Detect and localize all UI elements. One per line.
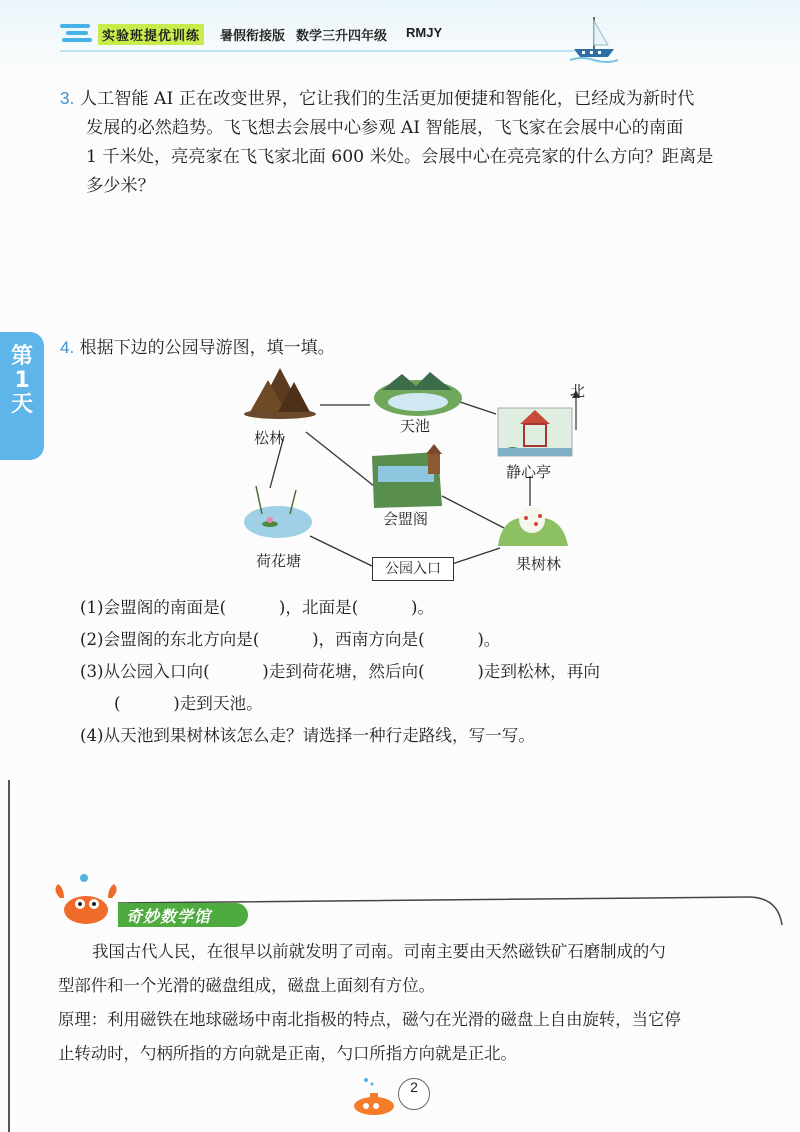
museum-title: 奇妙数学馆 — [126, 907, 212, 926]
huimeng-pavilion-icon — [372, 444, 442, 508]
museum-paragraph: 原理：利用磁铁在地球磁场中南北指极的特点，磁勺在光滑的磁盘上自由旋转，当它停 — [58, 1010, 681, 1029]
edition-label: 暑假衔接版 — [220, 29, 286, 44]
tianchi-label: 天池 — [400, 417, 431, 435]
sub-question-3: (3)从公园入口向( )走到荷花塘，然后向( )走到松林，再向 — [80, 662, 600, 681]
question-4 — [60, 333, 335, 358]
museum-paragraph: 型部件和一个光滑的磁盘组成，磁盘上面刻有方位。 — [58, 976, 435, 995]
crab-mascot-icon — [50, 870, 122, 930]
sub-question-1: (1)会盟阁的南面是( )，北面是( )。 — [80, 598, 435, 617]
day-tab-number: 1 — [14, 368, 30, 393]
pine-forest-icon — [244, 368, 316, 419]
park-entrance-label: 公园入口 — [372, 557, 454, 581]
path-tianchi-jingxin — [460, 402, 496, 414]
question-text-line: 1 千米处，亮亮家在飞飞家北面 600 米处。会展中心在亮亮家的什么方向？距离是 — [86, 147, 714, 167]
orchard-label: 果树林 — [516, 555, 562, 573]
day-tab-label — [0, 345, 44, 417]
question-text-line: 多少米？ — [86, 176, 155, 196]
series-logo-icon — [60, 22, 94, 44]
orchard-icon — [498, 507, 568, 546]
path-entrance-orchard — [452, 548, 500, 564]
sub-question-4: (4)从天池到果树林该怎么走？请选择一种行走路线，写一写。 — [80, 726, 535, 745]
sub-question-3-cont: ( )走到天池。 — [114, 694, 263, 713]
huimeng-pavilion-label: 会盟阁 — [383, 510, 429, 528]
question-text-line: 发展的必然趋势。飞飞想去会展中心参观 AI 智能展，飞飞家在会展中心的南面 — [86, 118, 684, 138]
path-huimeng-orchard — [442, 496, 504, 528]
tianchi-lake-icon — [374, 372, 462, 416]
sub-question-2: (2)会盟阁的东北方向是( )，西南方向是( )。 — [80, 630, 501, 649]
day-tab-char: 天 — [10, 392, 33, 417]
day-tab-char: 第 — [10, 344, 33, 369]
subject-label: 数学三升四年级 — [296, 29, 388, 44]
museum-paragraph: 我国古代人民，在很早以前就发明了司南。司南主要由天然磁铁矿石磨制成的勺 — [92, 942, 666, 961]
pine-forest-label: 松林 — [254, 429, 285, 447]
question-number: 3. — [60, 88, 75, 108]
question-text: 根据下边的公园导游图，填一填。 — [79, 338, 335, 358]
header-divider — [60, 50, 580, 52]
lotus-pond-icon — [244, 486, 312, 538]
jingxin-pavilion-label: 静心亭 — [506, 463, 552, 481]
submarine-icon — [352, 1076, 404, 1118]
page-number: 2 — [398, 1078, 430, 1110]
edition-code: RMJY — [406, 25, 443, 40]
path-pine-huimeng — [306, 432, 374, 486]
sailboat-icon — [568, 15, 620, 65]
museum-paragraph: 止转动时，勺柄所指的方向就是正南，勺口所指方向就是正北。 — [58, 1044, 517, 1063]
question-text-line: 人工智能 AI 正在改变世界，它让我们的生活更加便捷和智能化，已经成为新时代 — [79, 89, 695, 109]
jingxin-pavilion-icon — [498, 408, 572, 456]
margin-line — [8, 780, 10, 1132]
north-label: 北 — [570, 382, 586, 400]
path-lotus-entrance — [310, 536, 372, 566]
lotus-pond-label: 荷花塘 — [256, 552, 302, 570]
question-3 — [60, 84, 760, 201]
series-title: 实验班提优训练 — [98, 24, 204, 45]
question-number: 4. — [60, 338, 75, 357]
